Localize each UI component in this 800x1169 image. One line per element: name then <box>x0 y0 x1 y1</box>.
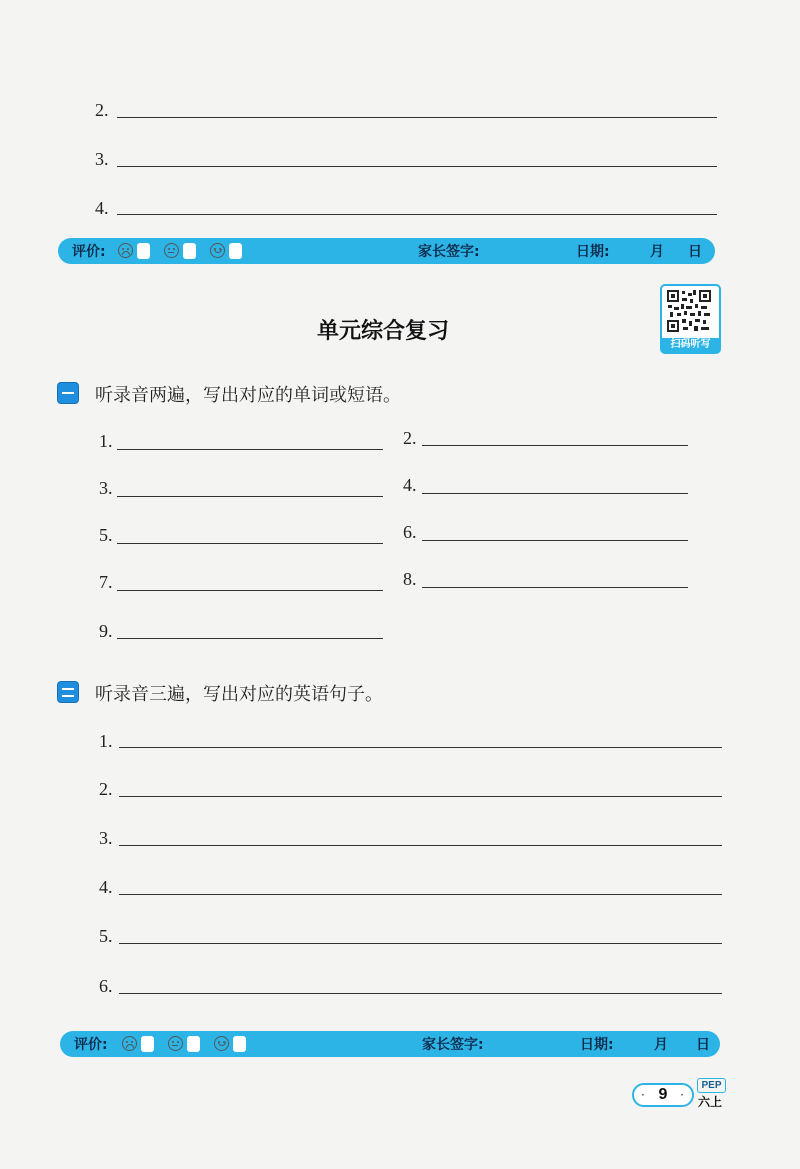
answer-line[interactable] <box>422 493 688 494</box>
answer-line[interactable] <box>422 445 688 446</box>
qr-code-card[interactable] <box>660 284 721 354</box>
grade-label: 六上 <box>698 1095 723 1109</box>
evaluation-label: 评价: <box>74 1037 108 1053</box>
edition-badge: PEP <box>697 1078 726 1093</box>
unit-review-title: 单元综合复习 <box>317 319 450 344</box>
sad-face-icon <box>118 243 133 258</box>
rating-checkbox-sad[interactable] <box>137 243 150 259</box>
answer-line[interactable] <box>117 166 717 167</box>
happy-face-icon <box>210 243 225 258</box>
month-label: 月 <box>654 1037 668 1053</box>
list-item-number: 4. <box>99 877 113 897</box>
list-item-number: 7. <box>99 572 113 592</box>
list-item-number: 1. <box>99 431 113 451</box>
answer-line[interactable] <box>117 638 383 639</box>
rating-checkbox-happy[interactable] <box>233 1036 246 1052</box>
list-item-number: 1. <box>99 731 113 751</box>
answer-line[interactable] <box>117 543 383 544</box>
top-item-number: 2. <box>95 100 109 120</box>
section-two-instruction: 听录音三遍，写出对应的英语句子。 <box>95 684 383 705</box>
answer-line[interactable] <box>422 540 688 541</box>
list-item-number: 3. <box>99 828 113 848</box>
dot-right-icon: · <box>680 1088 684 1102</box>
parent-signature-label: 家长签字: <box>422 1037 484 1053</box>
answer-line[interactable] <box>119 796 722 797</box>
list-item-number: 6. <box>403 522 417 542</box>
rating-checkbox-sad[interactable] <box>141 1036 154 1052</box>
page-number: 9 <box>658 1086 668 1103</box>
list-item-number: 9. <box>99 621 113 641</box>
happy-face-icon <box>214 1036 229 1051</box>
answer-line[interactable] <box>117 590 383 591</box>
evaluation-label: 评价: <box>72 244 106 260</box>
section-one-marker-icon <box>57 382 79 404</box>
neutral-face-icon <box>168 1036 183 1051</box>
section-two-marker-icon <box>57 681 79 703</box>
answer-line[interactable] <box>117 214 717 215</box>
list-item-number: 4. <box>403 475 417 495</box>
answer-line[interactable] <box>119 845 722 846</box>
section-one-instruction: 听录音两遍，写出对应的单词或短语。 <box>95 385 401 406</box>
list-item-number: 2. <box>99 779 113 799</box>
list-item-number: 2. <box>403 428 417 448</box>
rating-checkbox-neutral[interactable] <box>183 243 196 259</box>
rating-checkbox-neutral[interactable] <box>187 1036 200 1052</box>
answer-line[interactable] <box>117 117 717 118</box>
top-item-number: 3. <box>95 149 109 169</box>
rating-checkbox-happy[interactable] <box>229 243 242 259</box>
answer-line[interactable] <box>117 449 383 450</box>
page-number-pill <box>632 1083 694 1107</box>
qr-code-icon <box>666 289 712 333</box>
answer-line[interactable] <box>119 747 722 748</box>
parent-signature-label: 家长签字: <box>418 244 480 260</box>
list-item-number: 5. <box>99 926 113 946</box>
date-label: 日期: <box>576 244 610 260</box>
answer-line[interactable] <box>119 894 722 895</box>
dot-left-icon: · <box>641 1088 645 1102</box>
date-label: 日期: <box>580 1037 614 1053</box>
answer-line[interactable] <box>117 496 383 497</box>
evaluation-bar-top <box>58 238 715 264</box>
month-label: 月 <box>650 244 664 260</box>
top-item-number: 4. <box>95 198 109 218</box>
answer-line[interactable] <box>119 943 722 944</box>
day-label: 日 <box>696 1037 710 1053</box>
qr-caption: 扫码听写 <box>662 338 719 352</box>
answer-line[interactable] <box>119 993 722 994</box>
answer-line[interactable] <box>422 587 688 588</box>
day-label: 日 <box>688 244 702 260</box>
evaluation-bar-bottom <box>60 1031 720 1057</box>
list-item-number: 3. <box>99 478 113 498</box>
sad-face-icon <box>122 1036 137 1051</box>
list-item-number: 5. <box>99 525 113 545</box>
list-item-number: 6. <box>99 976 113 996</box>
list-item-number: 8. <box>403 569 417 589</box>
neutral-face-icon <box>164 243 179 258</box>
